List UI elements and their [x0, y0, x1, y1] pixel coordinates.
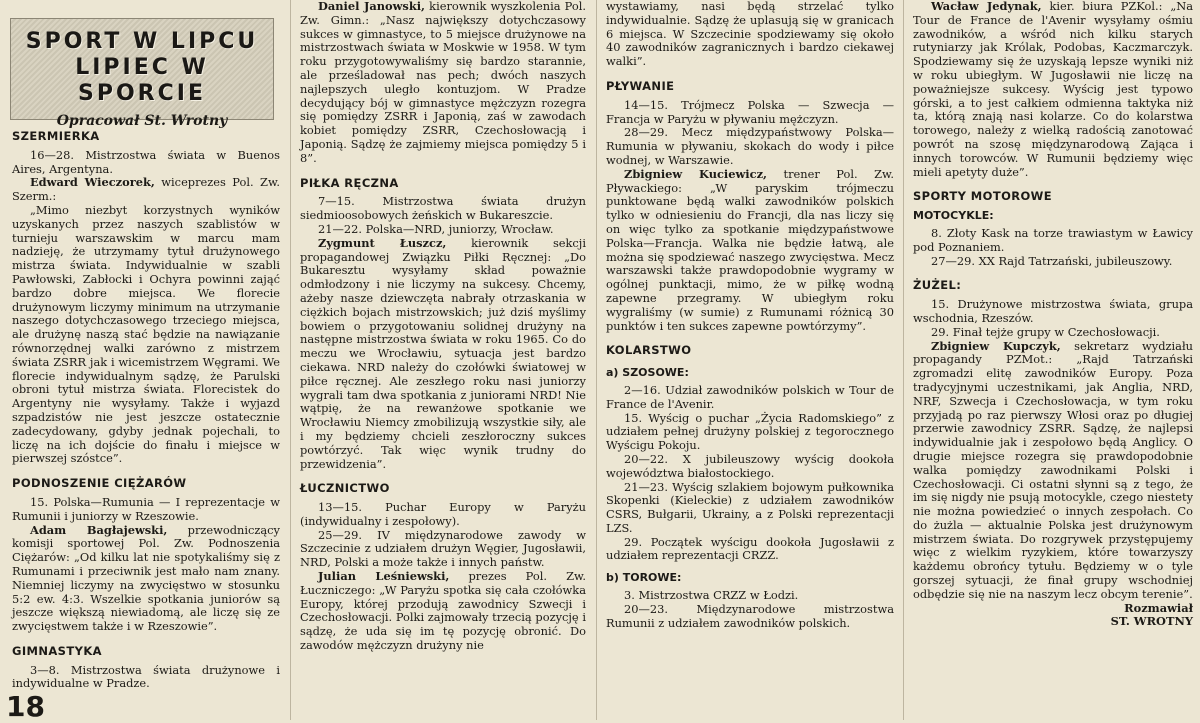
event-entry: 13—15. Puchar Europy w Paryżu (indywidualny i zespołowy). — [300, 500, 586, 528]
speaker-quote: przewodniczący komisji sportowej Pol. Zw. Podnoszenia Ciężarów: „Od kilku lat nie spotykaliśmy się z Rumunami i przeciwnik jest mało nam znany. Niemniej liczymy na zwycięstwo w stosunku 5:2 ew. 4:3. Wszelkie spotkania juniorów są jeszcze większą niewiadomą, ale liczę się ze zwycięstwem także i w Rzeszowie”. — [12, 522, 280, 634]
speaker-role: wiceprezes Pol. Zw. Szerm.: — [12, 175, 280, 204]
section-heading-ciezary: PODNOSZENIE CIĘŻARÓW — [12, 476, 187, 491]
quote-paragraph: „Mimo niezbyt korzystnych wyników uzyskanych przez naszych szablistów w turnieju warszawskim w marcu mam nadzieję, że utrzymamy tytuł drużynowego mistrza świata. Indywidualnie w szabli Pawłowski, Zabłocki i Ochyra powinni zająć bardzo dobre miejsca. We florecie drużynowym liczymy minimum na utrzymanie naszego dotychczasowego trzeciego miejsca, ale drużynę naszą stać będzie na nawiązanie równorzędnej walki zarówno z mistrzem świata ZSRR jak i wicemistrzem Węgrami. We florecie indywidualnym sądzę, że Parulski obroni tytuł mistrza świata. Florecistek do Argentyny nie wysyłamy. Także i wyjazd szpadzistów nie jest jeszcze ostatecznie zadecydowany, gdyby jednak pojechali, to liczę na ich dojście do finału i miejsce w pierwszej szóstce”. — [12, 202, 280, 466]
event-entry: 27—29. XX Rajd Tatrzański, jubileuszowy. — [931, 253, 1173, 268]
event-entry: 3—8. Mistrzostwa świata drużynowe i indywidualne w Pradze. — [12, 662, 280, 691]
event-entry: 29. Początek wyścigu dookoła Jugosławii z udziałem reprezentacji CRZZ. — [606, 534, 894, 563]
speaker-quote: trener Pol. Zw. Pływackiego: „W paryskim trójmeczu punktowane będą walki zawodników polskich tylko w odniesieniu do Francji, dla nas liczy się on więc tylko za spotkanie międzypaństwowe Polska—Francja. Walka nie będzie łatwą, ale można się spodziewać naszego zwycięstwa. Mecz warszawski także prawdopodobnie wygramy w ogólnej punktacji, mimo, że w piłkę wodną zapewne przegramy. W ubiegłym roku wygraliśmy (w sumie) z Rumunami różnicą 30 punktów i ten sukces zapewne powtórzymy”. — [606, 166, 894, 333]
speaker-quote: sekretarz wydziału propagandy PZMot.: „Rajd Tatrzański zgromadzi elitę zawodników Europy. Poza tradycyjnymi uczestnikami, jak Anglia, NRD, NRF, Szwecja i Czechosłowacja, w tym roku przyjadą po raz pierwszy Włosi oraz po długiej przerwie zawodnicy ZSRR. Sądzę, że najlepsi indywidualnie jak i zespołowo będą Anglicy. O drugie miejsce rozegra się prawdopodobnie walka pomiędzy zawodnikami Polski i Czechosłowacji. Ci ostatni słynni są z tego, że im się nigdy nie psują motocykle, czego niestety nie można powiedzieć o innych zespołach. Co do żużla — aktualnie Polska jest drużynowym mistrzem świata. Do rozgrywek przystępujemy więc z wielkim ryzykiem, które towarzyszy każdemu obrońcy tytułu. Będziemy w o tyle gorszej sytuacji, że finał grupy wschodniej odbędzie się nie na naszym lecz obcym terenie”. — [913, 338, 1193, 601]
signature-line-1: Rozmawiał — [1124, 600, 1193, 615]
event-entry: 15. Polska—Rumunia — I reprezentacje w Rumunii i juniorzy w Rzeszowie. — [12, 494, 280, 523]
speaker-name: Wacław Jedynak, — [931, 0, 1042, 13]
speaker-name: Daniel Janowski, — [318, 0, 426, 13]
event-entry: 21—22. Polska—NRD, juniorzy, Wrocław. — [318, 221, 554, 236]
speaker-name: Zbigniew Kuciewicz, — [624, 166, 768, 181]
section-heading-plywanie: PŁYWANIE — [606, 78, 675, 93]
section-heading-lucznictwo: ŁUCZNICTWO — [300, 481, 390, 496]
header-author: Opracował St. Wrotny — [56, 113, 228, 129]
column-4 — [913, 0, 1193, 629]
event-entry: 28—29. Mecz międzypaństwowy Polska—Rumunia w pływaniu, skokach do wody i piłce wodnej, w Warszawie. — [606, 125, 894, 167]
page-number: 18 — [6, 690, 45, 723]
speaker-entry — [606, 168, 894, 334]
speaker-entry — [913, 0, 1193, 179]
subsection-torowe: b) TOROWE: — [606, 571, 682, 585]
signature-line-2: ST. WROTNY — [1110, 614, 1193, 629]
speaker-entry — [300, 237, 586, 472]
speaker-name: Zygmunt Łuszcz, — [318, 235, 447, 250]
event-entry: 15. Wyścig o puchar „Życia Radomskiego” z udziałem pełnej drużyny polskiej z tegorocznego Wyścigu Pokoju. — [606, 410, 894, 453]
event-entry: 2—16. Udział zawodników polskich w Tour de France de l'Avenir. — [606, 382, 894, 411]
event-entry: 20—23. Międzynarodowe mistrzostwa Rumunii z udziałem zawodników polskich. — [606, 601, 894, 630]
section-heading-pilka-reczna: PIŁKA RĘCZNA — [300, 175, 399, 190]
column-2 — [300, 0, 586, 653]
speaker-entry — [913, 340, 1193, 602]
event-entry: 29. Finał tejże grupy w Czechosłowacji. — [931, 324, 1160, 339]
header-line-2: LIPIEC W SPORCIE — [75, 55, 209, 106]
event-entry: 21—23. Wyścig szlakiem bojowym pułkownika Skopenki (Kieleckie) z udziałem zawodników CSRS, Bułgarii, Ukrainy, a z Polski reprezentacji LZS. — [606, 479, 894, 535]
speaker-quote: prezes Pol. Zw. Łuczniczego: „W Paryżu spotka się cała czołówka Europy, której przodują zawodnicy Szwecji i Czechosłowacji. Polki zajmowały trzecią pozycję i sądzę, że uda się im tę pozycję obronić. Do zawodów mężczyzn drużyny nie — [300, 569, 587, 653]
speaker-entry — [300, 570, 586, 653]
speaker-name: Adam Bagłajewski, — [30, 522, 168, 537]
header-box — [10, 18, 274, 129]
column-divider — [596, 0, 597, 720]
speaker-entry — [12, 524, 280, 634]
header-line-1: SPORT W LIPCU — [25, 29, 259, 54]
speaker-quote: kier. biura PZKol.: „Na Tour de France de l'Avenir wysyłamy ośmiu zawodników, a wśród nich kilku starych rutyniarzy jak Królak, Podobas, Kaczmarczyk. Spodziewamy się że uzyskają lepsze wyniki niż w roku ubiegłym. W Jugosławii nie liczę na poważniejsze sukcesy. Wyścig jest typowo górski, a to jest całkiem odmienna taktyka niż ta, którą znają nasi kolarze. Co do kolarstwa torowego, należy z wielką radością zanotować powrót na szosę międzynarodową Zająca i innych torowców. W Rumunii będziemy więc mieli apetyty duże”. — [913, 0, 1193, 179]
section-heading-kolarstwo: KOLARSTWO — [606, 343, 692, 358]
section-heading-gimnastyka: GIMNASTYKA — [12, 643, 102, 658]
speaker-quote: kierownik sekcji propagandowej Związku Piłki Ręcznej: „Do Bukaresztu wysyłamy skład poważnie odmłodzony i nie liczymy na sukcesy. Chcemy, ażeby nasze dziewczęta nabrały otrzaskania w ciężkich bojach mistrzowskich; już dziś myślimy bowiem o przygotowaniu solidnej drużyny na następne mistrzostwa świata w roku 1965. Co do meczu we Wrocławiu, sytuacja jest bardzo ciekawa. NRD należy do czołówki światowej w piłce ręcznej. Ale zeszłego roku nasi juniorzy wygrali tam dwa spotkania z juniorami NRD! Nie wątpię, że na rewanżowe spotkanie we Wrocławiu Niemcy zmobilizują wszystkie siły, ale i my będziemy chcieli zeszłoroczny sukces powtórzyć. Tak więc wynik trudny do przewidzenia”. — [300, 235, 586, 471]
speaker-name: Zbigniew Kupczyk, — [931, 338, 1061, 353]
event-entry: 25—29. IV międzynarodowe zawody w Szczecinie z udziałem drużyn Węgier, Jugosławii, NRD, Polski a może także i innych państw. — [300, 527, 586, 570]
subsection-szosowe: a) SZOSOWE: — [606, 366, 689, 380]
quote-continuation: wystawiamy, nasi będą strzelać tylko indywidualnie. Sądzę że uplasują się w granicach 6 miejsca. W Szczecinie spodziewamy się około 40 zawodników zagranicznych i bardzo ciekawej walki”. — [606, 0, 894, 69]
column-3 — [606, 0, 894, 630]
event-entry: 3. Mistrzostwa CRZZ w Łodzi. — [624, 588, 799, 603]
event-entry: 7—15. Mistrzostwa świata drużyn siedmioosobowych żeńskich w Bukareszcie. — [300, 194, 586, 223]
event-entry: 16—28. Mistrzostwa świata w Buenos Aires, Argentyna. — [12, 147, 280, 176]
column-divider — [903, 0, 904, 720]
event-entry: 20—22. X jubileuszowy wyścig dookoła województwa białostockiego. — [606, 451, 894, 480]
event-entry: 15. Drużynowe mistrzostwa świata, grupa wschodnia, Rzeszów. — [913, 297, 1193, 325]
speaker-name: Edward Wieczorek, — [30, 175, 155, 190]
column-divider — [290, 0, 291, 720]
column-1 — [12, 0, 280, 691]
speaker-entry — [300, 0, 586, 166]
section-heading-sporty-motorowe: SPORTY MOTOROWE — [913, 189, 1053, 204]
speaker-quote: kierownik wyszkolenia Pol. Zw. Gimn.: „Nasz największy dotychczasowy sukces w gimnastyce, to 5 miejsce drużynowe na mistrzostwach świata w Moskwie w 1958. W tym roku przygotowywaliśmy się bardzo starannie, ale prześladował nas pech; dwóch naszych najlepszych uległo kontuzjom. W Pradze decydujący bój w gimnastyce mężczyzn rozegra się pomiędzy ZSRR i Japonią, zaś w zawodach kobiet pomiędzy ZSRR, Czechosłowacją i Japonią. Sądzę że zajmiemy miejsca pomiędzy 5 i 8”. — [300, 0, 586, 165]
speaker-name: Julian Leśniewski, — [318, 569, 450, 584]
subsection-motocykle: MOTOCYKLE: — [913, 209, 994, 223]
event-entry: 8. Złoty Kask na torze trawiastym w Ławicy pod Poznaniem. — [913, 225, 1193, 254]
speaker-entry — [12, 176, 280, 204]
section-heading-szermierka: SZERMIERKA — [12, 129, 100, 143]
event-entry: 14—15. Trójmecz Polska — Szwecja — Francja w Paryżu w pływaniu mężczyzn. — [606, 97, 894, 126]
section-heading-zuzel: ŻUŻEL: — [913, 278, 962, 293]
